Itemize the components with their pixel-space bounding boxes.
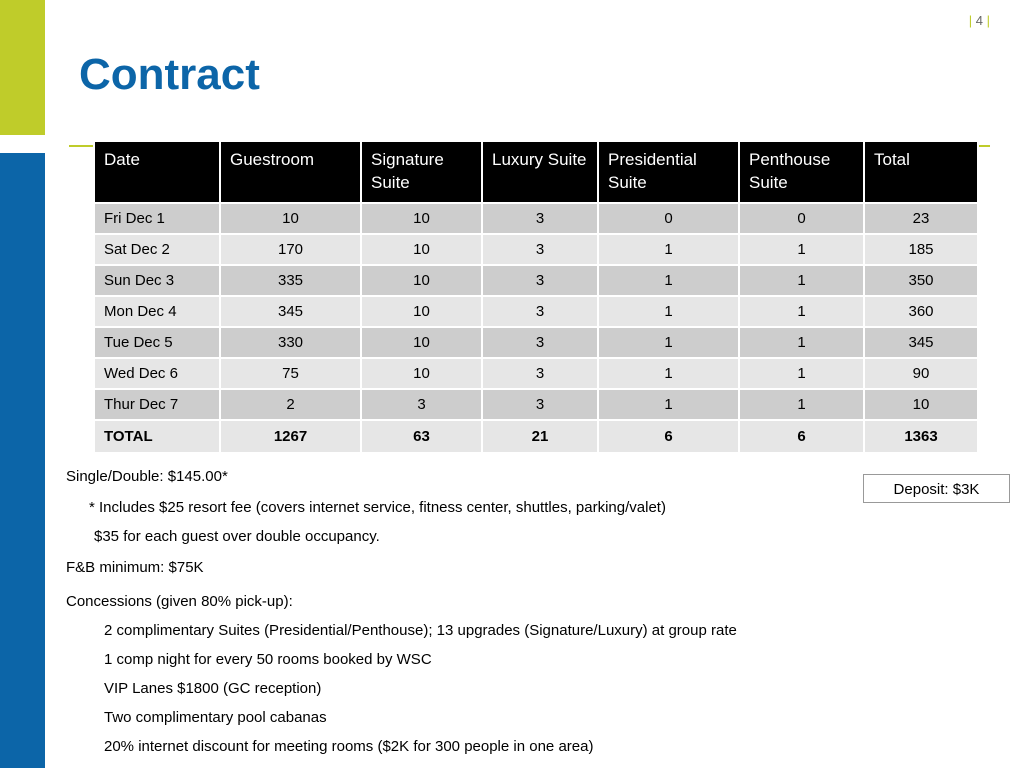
header-signature-suite: Signature Suite — [361, 141, 482, 203]
cell-total: 350 — [864, 265, 978, 296]
extra-guest-line: $35 for each guest over double occupancy. — [94, 528, 380, 545]
page-pipe-right: | — [986, 13, 990, 28]
cell-date: Wed Dec 6 — [94, 358, 220, 389]
cell-penthouse: 1 — [739, 327, 864, 358]
cell-total: 10 — [864, 389, 978, 420]
cell-signature: 10 — [361, 358, 482, 389]
cell-penthouse: 1 — [739, 296, 864, 327]
cell-date: Thur Dec 7 — [94, 389, 220, 420]
table-row — [94, 389, 978, 420]
rate-line: Single/Double: $145.00* — [66, 468, 228, 485]
cell-guestroom: 330 — [220, 327, 361, 358]
table-row — [94, 265, 978, 296]
cell-guestroom-total: 1267 — [220, 420, 361, 453]
cell-penthouse: 1 — [739, 358, 864, 389]
cell-luxury: 3 — [482, 327, 598, 358]
title-rule-left — [69, 145, 93, 147]
header-penthouse-suite: Penthouse Suite — [739, 141, 864, 203]
cell-presidential: 1 — [598, 389, 739, 420]
cell-luxury: 3 — [482, 296, 598, 327]
cell-guestroom: 10 — [220, 203, 361, 234]
header-luxury-suite: Luxury Suite — [482, 141, 598, 203]
cell-penthouse: 1 — [739, 389, 864, 420]
cell-total-label: TOTAL — [94, 420, 220, 453]
cell-guestroom: 75 — [220, 358, 361, 389]
concession-item: 1 comp night for every 50 rooms booked by WSC — [104, 651, 432, 668]
cell-signature: 10 — [361, 203, 482, 234]
cell-date: Mon Dec 4 — [94, 296, 220, 327]
fb-minimum-line: F&B minimum: $75K — [66, 559, 204, 576]
table-row — [94, 203, 978, 234]
blue-side-bar — [0, 153, 45, 768]
page-pipe-left: | — [968, 13, 973, 28]
cell-signature: 10 — [361, 265, 482, 296]
cell-total: 90 — [864, 358, 978, 389]
concession-item: 2 complimentary Suites (Presidential/Penthouse); 13 upgrades (Signature/Luxury) at group rate — [104, 622, 737, 639]
cell-signature: 10 — [361, 327, 482, 358]
table-row — [94, 296, 978, 327]
concession-item: VIP Lanes $1800 (GC reception) — [104, 680, 322, 697]
page-number-value: 4 — [975, 13, 983, 28]
cell-luxury: 3 — [482, 265, 598, 296]
cell-penthouse-total: 6 — [739, 420, 864, 453]
cell-total: 185 — [864, 234, 978, 265]
cell-presidential: 1 — [598, 234, 739, 265]
resort-fee-line: * Includes $25 resort fee (covers internet service, fitness center, shuttles, parking/valet) — [89, 499, 666, 516]
cell-penthouse: 0 — [739, 203, 864, 234]
cell-penthouse: 1 — [739, 265, 864, 296]
cell-penthouse: 1 — [739, 234, 864, 265]
header-presidential-suite: Presidential Suite — [598, 141, 739, 203]
cell-signature-total: 63 — [361, 420, 482, 453]
room-block-table — [93, 140, 979, 454]
page-number — [969, 13, 990, 28]
cell-guestroom: 170 — [220, 234, 361, 265]
cell-date: Fri Dec 1 — [94, 203, 220, 234]
cell-guestroom: 335 — [220, 265, 361, 296]
table-row — [94, 234, 978, 265]
table-total-row — [94, 420, 978, 453]
cell-guestroom: 2 — [220, 389, 361, 420]
cell-presidential-total: 6 — [598, 420, 739, 453]
cell-luxury: 3 — [482, 234, 598, 265]
table-row — [94, 358, 978, 389]
concession-item: 20% internet discount for meeting rooms ($2K for 300 people in one area) — [104, 738, 594, 755]
cell-presidential: 1 — [598, 327, 739, 358]
cell-presidential: 1 — [598, 358, 739, 389]
cell-luxury-total: 21 — [482, 420, 598, 453]
header-date: Date — [94, 141, 220, 203]
cell-luxury: 3 — [482, 203, 598, 234]
cell-total: 23 — [864, 203, 978, 234]
page-title: Contract — [79, 50, 260, 99]
cell-date: Sun Dec 3 — [94, 265, 220, 296]
cell-presidential: 1 — [598, 296, 739, 327]
concessions-heading: Concessions (given 80% pick-up): — [66, 593, 293, 610]
header-total: Total — [864, 141, 978, 203]
cell-signature: 10 — [361, 234, 482, 265]
cell-signature: 3 — [361, 389, 482, 420]
cell-total: 345 — [864, 327, 978, 358]
green-side-bar — [0, 0, 45, 135]
cell-guestroom: 345 — [220, 296, 361, 327]
cell-grand-total: 1363 — [864, 420, 978, 453]
cell-luxury: 3 — [482, 358, 598, 389]
cell-total: 360 — [864, 296, 978, 327]
cell-signature: 10 — [361, 296, 482, 327]
table-row — [94, 327, 978, 358]
cell-luxury: 3 — [482, 389, 598, 420]
cell-presidential: 0 — [598, 203, 739, 234]
header-guestroom: Guestroom — [220, 141, 361, 203]
cell-presidential: 1 — [598, 265, 739, 296]
concession-item: Two complimentary pool cabanas — [104, 709, 327, 726]
cell-date: Tue Dec 5 — [94, 327, 220, 358]
table-header-row — [94, 141, 978, 203]
cell-date: Sat Dec 2 — [94, 234, 220, 265]
deposit-box: Deposit: $3K — [863, 474, 1010, 503]
